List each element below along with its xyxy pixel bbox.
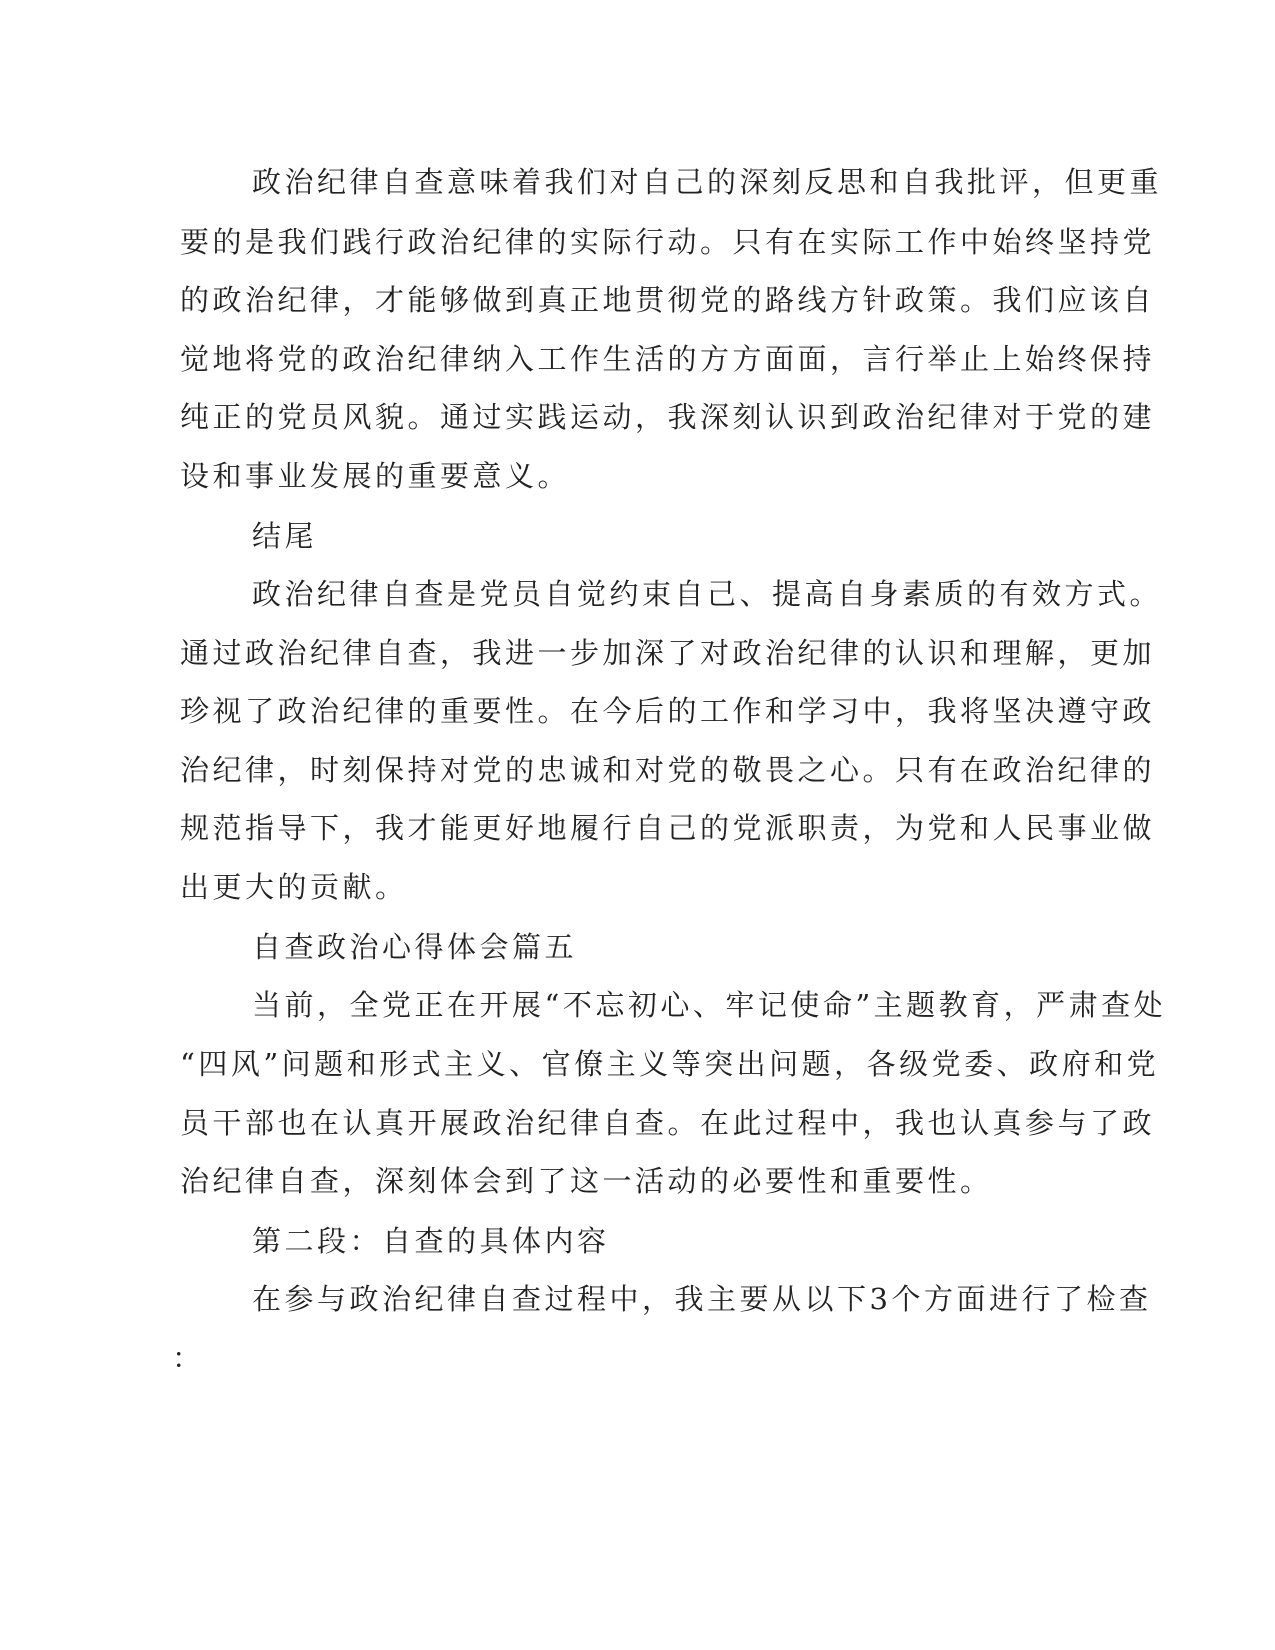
text-line: 觉地将党的政治纪律纳入工作生活的方方面面，言行举止上始终保持: [180, 342, 1156, 376]
text-line: 纯正的党员风貌。通过实践运动，我深刻认识到政治纪律对于党的建: [180, 400, 1156, 434]
text-line: 治纪律自查，深刻体会到了这一活动的必要性和重要性。: [180, 1164, 993, 1198]
text-line: 政治纪律自查意味着我们对自己的深刻反思和自我批评，但更重: [252, 165, 1163, 199]
text-line: 的政治纪律，才能够做到真正地贯彻党的路线方针政策。我们应该自: [180, 283, 1156, 317]
text-line: 设和事业发展的重要意义。: [180, 459, 571, 493]
section-heading: 自查政治心得体会篇五: [252, 930, 578, 964]
text-line: 要的是我们践行政治纪律的实际行动。只有在实际工作中始终坚持党: [180, 225, 1156, 259]
text-line: 治纪律，时刻保持对党的忠诚和对党的敬畏之心。只有在政治纪律的: [180, 753, 1156, 787]
text-line: 珍视了政治纪律的重要性。在今后的工作和学习中，我将坚决遵守政: [180, 694, 1156, 728]
text-line: 当前，全党正在开展“不忘初心、牢记使命”主题教育，严肃查处: [252, 988, 1167, 1022]
text-line: ：: [172, 1341, 205, 1375]
text-line: 规范指导下，我才能更好地履行自己的党派职责，为党和人民事业做: [180, 811, 1156, 845]
section-heading: 结尾: [252, 519, 318, 553]
text-line: “四风”问题和形式主义、官僚主义等突出问题，各级党委、政府和党: [180, 1047, 1160, 1081]
section-heading: 第二段：自查的具体内容: [252, 1224, 610, 1258]
text-line: 出更大的贡献。: [180, 870, 408, 904]
text-line: 通过政治纪律自查，我进一步加深了对政治纪律的认识和理解，更加: [180, 636, 1156, 670]
text-line: 在参与政治纪律自查过程中，我主要从以下3个方面进行了检查: [252, 1282, 1152, 1316]
text-line: 政治纪律自查是党员自觉约束自己、提高自身素质的有效方式。: [252, 577, 1163, 611]
text-line: 员干部也在认真开展政治纪律自查。在此过程中，我也认真参与了政: [180, 1106, 1156, 1140]
